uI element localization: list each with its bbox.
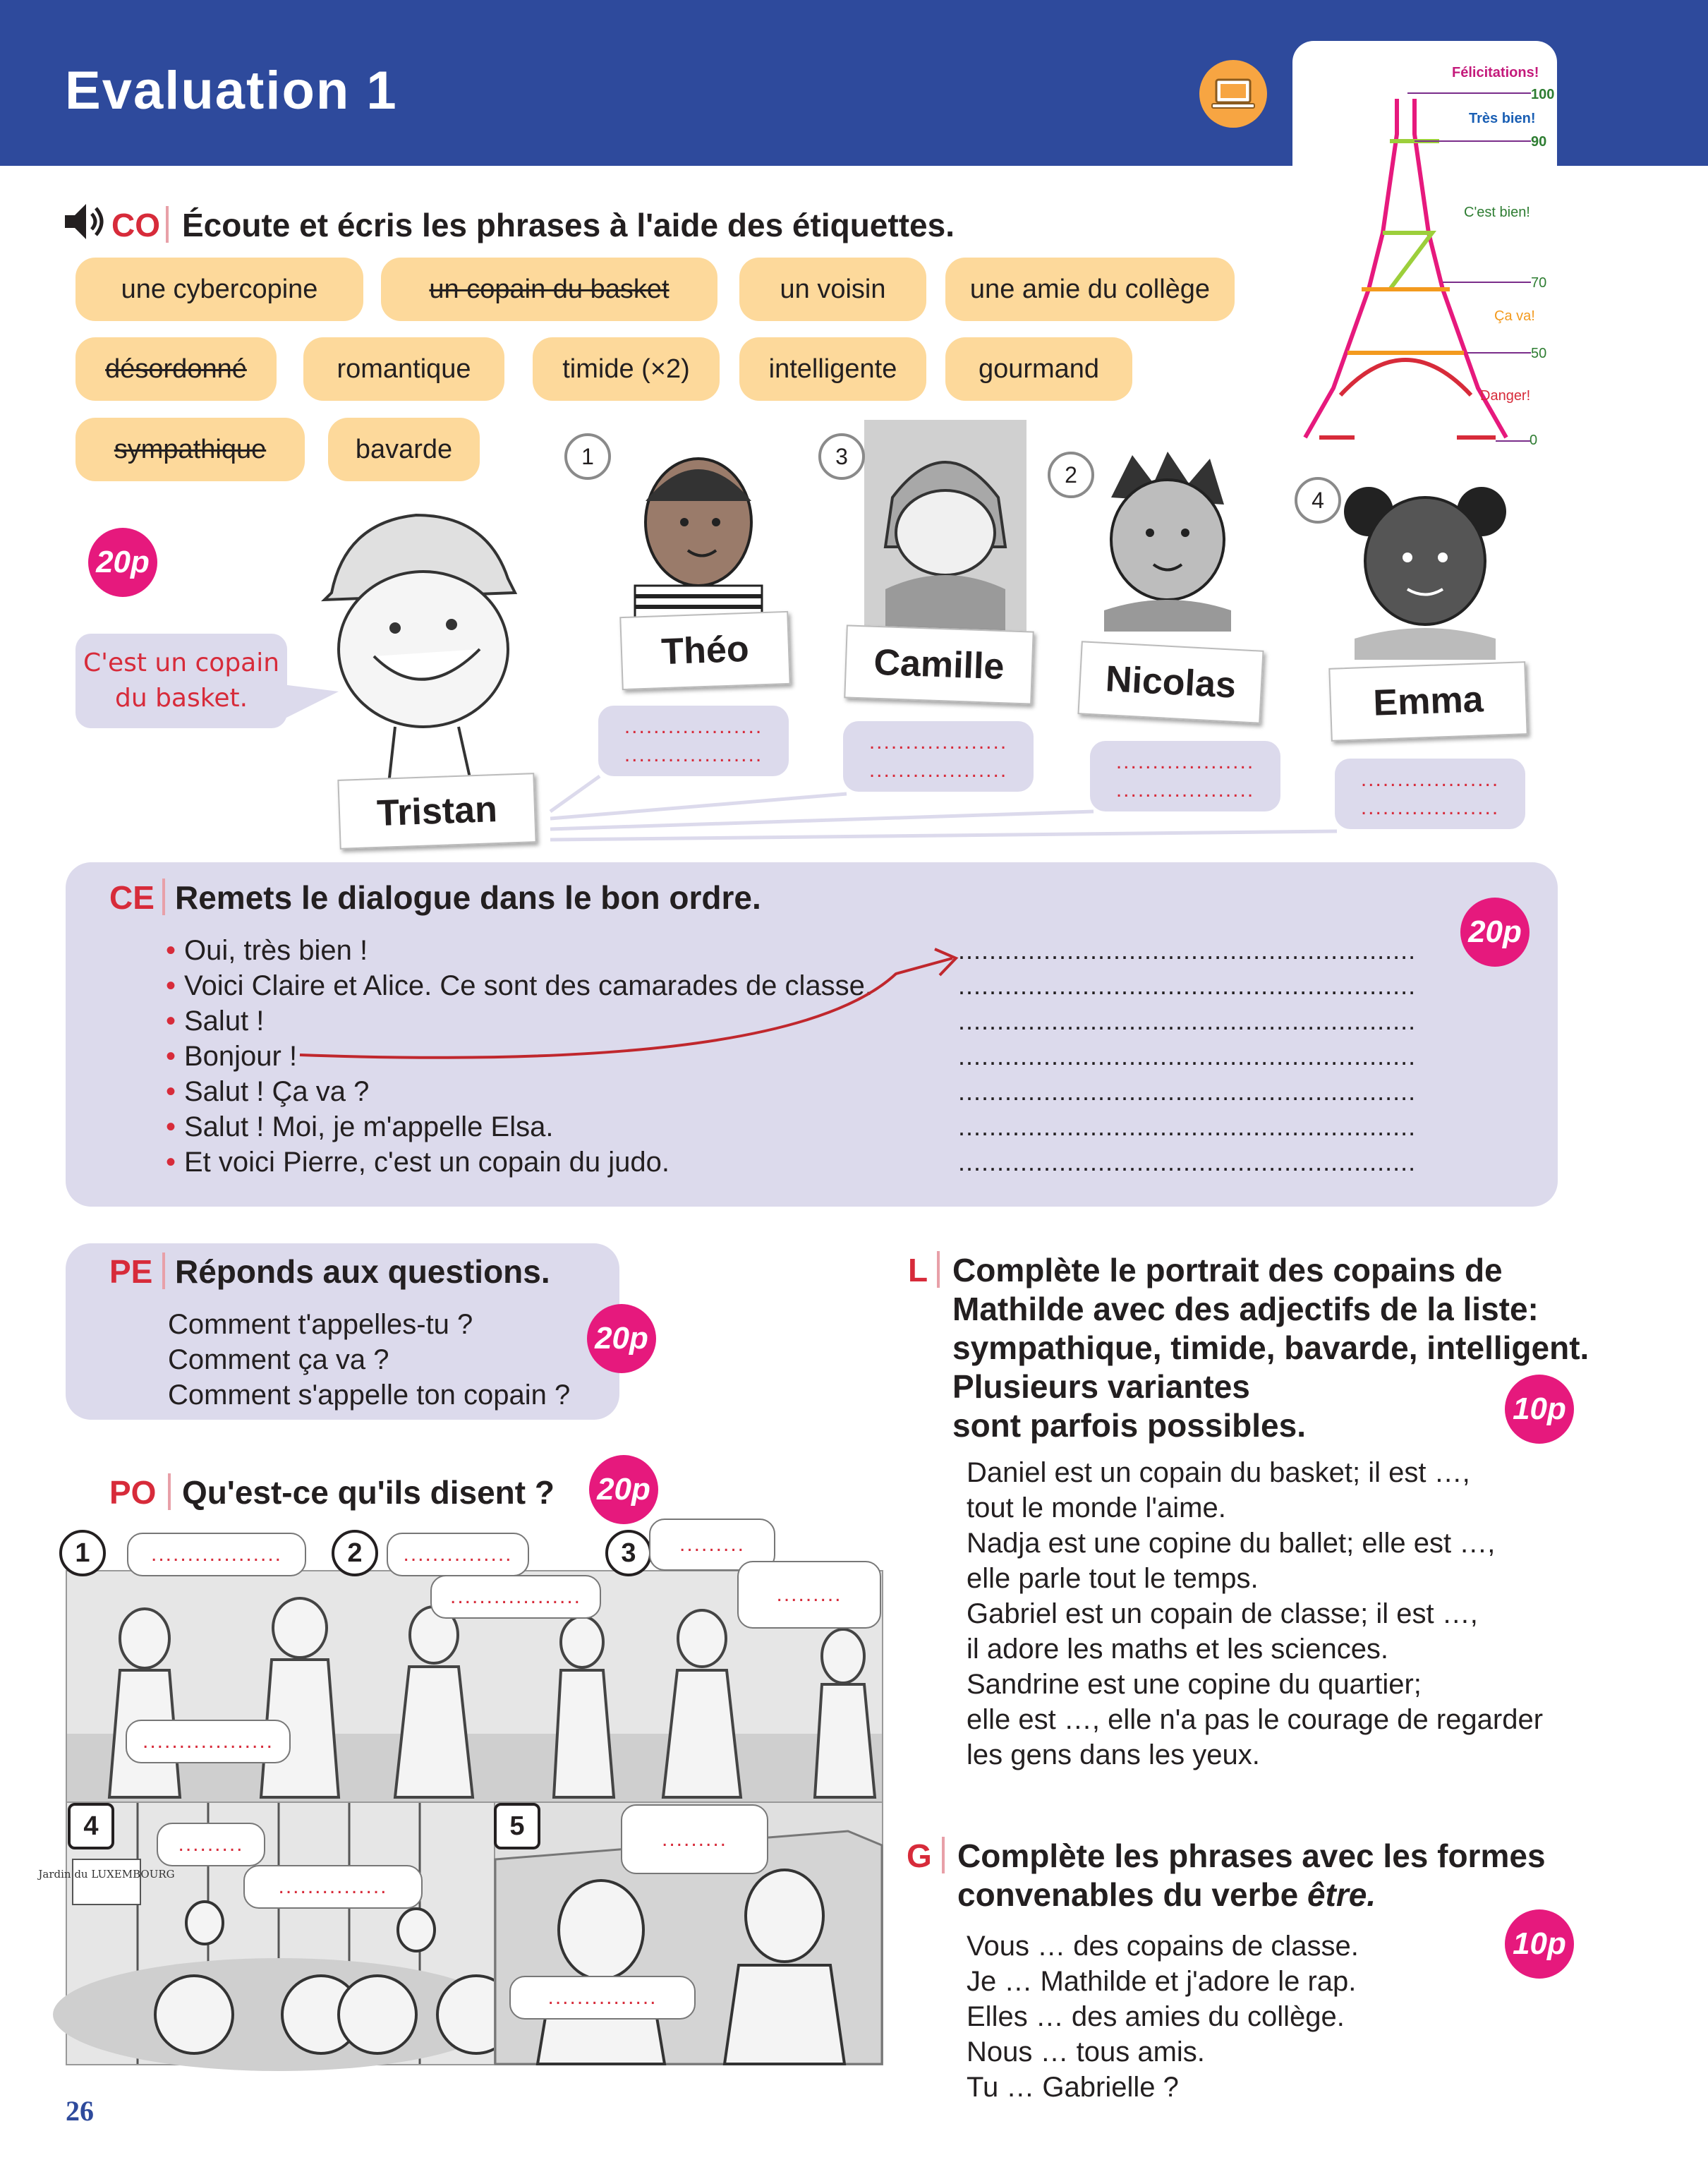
dialog-line: • Salut ! Moi, je m'appelle Elsa. — [166, 1111, 554, 1142]
panel-number-2: 2 — [332, 1530, 378, 1576]
l-text: Daniel est un copain du basket; il est …, tout le monde l'aime. Nadja est une copine du ballet; elle est …, elle parle tout le temps. Gabriel est un copain de classe; il est …, il adore les maths et les sciences. Sandrine est une copine du quartier; elle est …, elle n'a pas le courage de regarder les gens dans les yeux. — [967, 1457, 1544, 1770]
pe-question: Comment ça va ? — [168, 1344, 389, 1375]
name-card-tristan: Tristan — [337, 773, 536, 850]
scale-label-ca-va: Ça va! — [1494, 308, 1535, 324]
g-title: Complète les phrases avec les formes convenables du verbe être. — [957, 1837, 1546, 1913]
speech-bubble-3b[interactable]: ......... — [737, 1561, 881, 1629]
number-2-circle: 2 — [1048, 452, 1094, 498]
dialog-line: • Voici Claire et Alice. Ce sont des camarades de classe. — [166, 970, 873, 1001]
ce-separator — [162, 879, 165, 915]
answer-line: ........................................................... — [958, 1147, 1417, 1176]
comic-scene-4 — [38, 1803, 494, 2064]
number-4-circle: 4 — [1295, 477, 1341, 524]
pe-questions — [168, 1307, 570, 1413]
scale-label-tres-bien: Très bien! — [1469, 111, 1536, 126]
emma-illustration — [1340, 476, 1510, 660]
answer-line: ................... — [1115, 778, 1255, 802]
comic-panel-4 — [38, 1801, 495, 2065]
pe-label: PE — [109, 1253, 153, 1290]
answer-line: ................... — [868, 730, 1008, 754]
pe-question: Comment t'appelles-tu ? — [168, 1309, 473, 1340]
po-label: PO — [109, 1474, 157, 1511]
answer-line: ........................................................... — [958, 1112, 1417, 1141]
tag-voisin: un voisin — [739, 258, 926, 321]
number-1-circle: 1 — [564, 433, 611, 480]
number-3-circle: 3 — [818, 433, 865, 480]
scale-value-50: 50 — [1531, 346, 1547, 361]
panel-number-1: 1 — [59, 1530, 106, 1576]
answer-line: ................... — [868, 759, 1008, 782]
answer-line: ........................................................... — [958, 1042, 1417, 1070]
scale-label-cest-bien: C'est bien! — [1464, 205, 1530, 220]
answer-line: ................... — [624, 743, 763, 766]
po-separator — [168, 1473, 171, 1510]
tag-intelligente: intelligente — [739, 337, 926, 401]
g-points-badge: 10p — [1505, 1909, 1574, 1979]
dialog-line: • Oui, très bien ! — [166, 935, 368, 966]
g-separator — [942, 1837, 945, 1873]
answer-line: ................... — [1115, 750, 1255, 773]
theo-illustration — [621, 445, 783, 621]
co-separator — [166, 206, 169, 243]
page-number: 26 — [66, 2095, 94, 2127]
pe-separator — [162, 1252, 165, 1289]
tag-bavarde: bavarde — [328, 418, 480, 481]
camille-illustration — [864, 420, 1026, 632]
po-title: Qu'est-ce qu'ils disent ? — [182, 1474, 555, 1511]
speech-bubble-3a[interactable]: ......... — [649, 1519, 775, 1571]
speaker-icon[interactable] — [62, 200, 106, 243]
dialog-line: • Salut ! Ça va ? — [166, 1076, 370, 1107]
po-points-badge: 20p — [589, 1455, 658, 1524]
l-label: L — [908, 1252, 928, 1288]
ce-example-arrow — [296, 946, 967, 1073]
ce-label: CE — [109, 879, 155, 916]
tag-copain-basket: un copain du basket — [381, 258, 717, 321]
speech-bubble-5a[interactable]: ......... — [621, 1804, 768, 1874]
answer-box-theo[interactable] — [598, 706, 789, 776]
dialog-line: • Bonjour ! — [166, 1041, 298, 1072]
l-separator — [937, 1251, 940, 1288]
co-points-badge: 20p — [88, 528, 157, 597]
name-card-emma: Emma — [1328, 661, 1527, 742]
answer-box-emma[interactable] — [1335, 759, 1525, 829]
ce-answer-lines[interactable] — [958, 933, 1417, 1180]
tag-romantique: romantique — [303, 337, 504, 401]
answer-connector-lines — [550, 769, 1340, 847]
g-label: G — [907, 1837, 932, 1874]
l-title: Complète le portrait des copains de Mathilde avec des adjectifs de la liste: sympathique, timide, bavarde, intelligent. Plusieurs variantes sont parfois possibles. — [952, 1252, 1589, 1444]
speech-bubble-4b[interactable]: ............... — [243, 1865, 423, 1909]
speech-bubble-2b[interactable]: .................. — [430, 1575, 601, 1619]
tristan-illustration — [303, 494, 536, 790]
speech-bubble-5b[interactable]: ............... — [509, 1976, 696, 2020]
scale-value-0: 0 — [1530, 433, 1538, 448]
scale-value-70: 70 — [1531, 275, 1547, 291]
co-label: CO — [111, 207, 160, 243]
scale-label-danger: Danger! — [1480, 388, 1531, 404]
pe-question: Comment s'appelle ton copain ? — [168, 1380, 571, 1411]
name-card-camille: Camille — [844, 624, 1034, 704]
answer-line: ................... — [624, 715, 763, 738]
answer-line: ........................................................... — [958, 1077, 1417, 1106]
speech-bubble-4a[interactable]: ......... — [157, 1823, 265, 1866]
scale-label-felicitations: Félicitations! — [1452, 65, 1539, 80]
panel-number-5: 5 — [494, 1803, 540, 1849]
dialog-line: • Salut ! — [166, 1006, 265, 1037]
scale-value-100: 100 — [1531, 87, 1555, 102]
computer-icon[interactable] — [1199, 60, 1267, 128]
panel-number-3: 3 — [605, 1530, 652, 1576]
tag-sympathique: sympathique — [75, 418, 305, 481]
name-card-nicolas: Nicolas — [1077, 641, 1264, 723]
example-speech-bubble: C'est un copain du basket. — [75, 634, 287, 728]
scale-value-90: 90 — [1531, 134, 1547, 150]
speech-bubble-1a[interactable]: .................. — [127, 1533, 306, 1576]
answer-line: ................... — [1360, 768, 1500, 791]
tag-gourmand: gourmand — [945, 337, 1132, 401]
co-title: Écoute et écris les phrases à l'aide des étiquettes. — [182, 207, 955, 243]
page-title: Evaluation 1 — [65, 61, 398, 121]
tag-desordonne: désordonné — [75, 337, 277, 401]
nicolas-illustration — [1090, 448, 1245, 632]
ce-title: Remets le dialogue dans le bon ordre. — [175, 879, 761, 916]
name-card-theo: Théo — [619, 611, 790, 690]
pe-points-badge: 20p — [587, 1304, 656, 1373]
answer-line: ........................................................... — [958, 1006, 1417, 1035]
park-sign-text: Jardin du LUXEMBOURG — [38, 1868, 175, 1881]
tag-timide: timide (×2) — [533, 337, 720, 401]
tag-amie-college: une amie du collège — [945, 258, 1235, 321]
ce-points-badge: 20p — [1460, 898, 1530, 967]
l-points-badge: 10p — [1505, 1375, 1574, 1444]
pe-title: Réponds aux questions. — [175, 1253, 550, 1290]
g-text: Vous … des copains de classe. Je … Mathilde et j'adore le rap. Elles … des amies du collège. Nous … tous amis. Tu … Gabrielle ? — [967, 1931, 1359, 2103]
panel-number-4: 4 — [68, 1803, 114, 1849]
answer-line: ........................................................... — [958, 971, 1417, 1000]
speech-bubble-1b[interactable]: .................. — [126, 1720, 291, 1763]
speech-bubble-2a[interactable]: ............... — [387, 1533, 529, 1576]
tag-cybercopine: une cybercopine — [75, 258, 363, 321]
answer-line: ........................................................... — [958, 936, 1417, 965]
dialog-line: • Et voici Pierre, c'est un copain du judo. — [166, 1147, 670, 1178]
answer-line: ................... — [1360, 796, 1500, 819]
